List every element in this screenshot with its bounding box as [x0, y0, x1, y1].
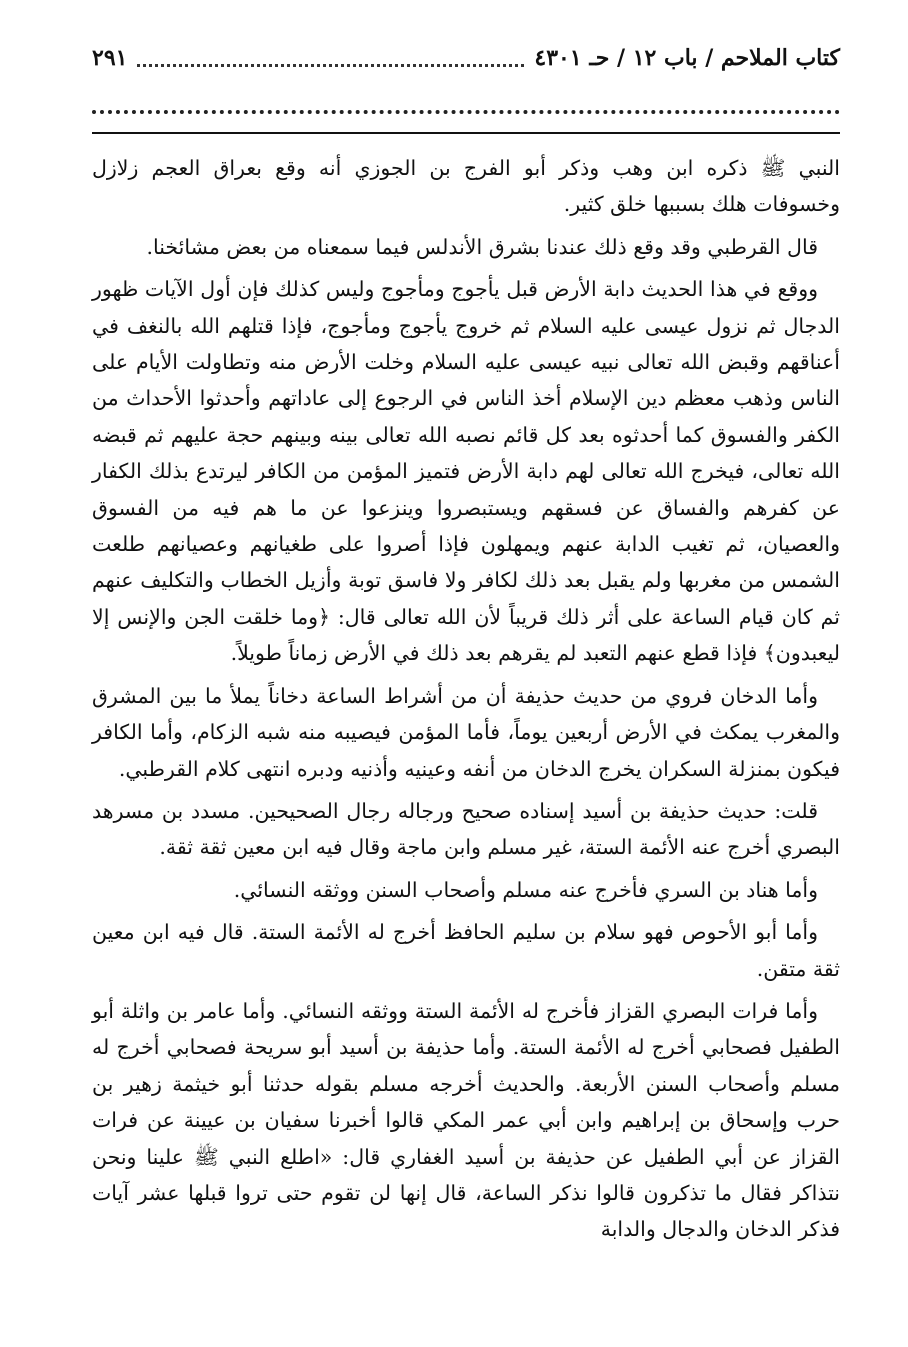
- paragraph: وأما أبو الأحوص فهو سلام بن سليم الحافظ أخرج له الأئمة الستة. قال فيه ابن معين ثقة متقن.: [92, 920, 840, 981]
- dotted-divider: [92, 110, 840, 114]
- running-title: كتاب الملاحم / باب ١٢ / حـ ٤٣٠١: [534, 45, 840, 71]
- paragraph: قال القرطبي وقد وقع ذلك عندنا بشرق الأندلس فيما سمعناه من بعض مشائخنا.: [146, 234, 818, 259]
- solid-divider: [92, 132, 840, 134]
- paragraph: النبي ﷺ ذكره ابن وهب وذكر أبو الفرج بن الجوزي أنه وقع بعراق العجم زلازل وخسوفات هلك بسببها خلق كثير.: [92, 156, 840, 217]
- paragraph: ووقع في هذا الحديث دابة الأرض قبل يأجوج ومأجوج وليس كذلك فإن أول الآيات ظهور الدجال ثم نزول عيسى عليه السلام ثم خروج يأجوج ومأجوج، فإذا قتلهم الله بالنغف في أعناقهم وقبض الله تعالى نبيه عيسى عليه السلام وخلت الأرض منه وتطاولت الأيام على الناس وذهب معظم دين الإسلام أخذ الناس في الرجوع إلى عاداتهم وأحدثوا الأحداث من الكفر والفسوق كما أحدثوه بعد كل قائم نصبه الله تعالى بينه وبينهم حجة عليهم ثم قبضه الله تعالى، فيخرج الله تعالى لهم دابة الأرض فتميز المؤمن من الكافر ليرتدع بذلك الكفار عن كفرهم والفساق عن فسقهم ويستبصروا وينزعوا عن ما هم فيه من الفسوق والعصيان، ثم تغيب الدابة عنهم ويمهلون فإذا أصروا على طغيانهم وعصيانهم طلعت الشمس من مغربها ولم يقبل بعد ذلك لكافر ولا فاسق توبة وأزيل الخطاب والتكليف عنهم ثم كان قيام الساعة على أثر ذلك قريباً لأن الله تعالى قال: ﴿وما خلقت الجن والإنس إلا ليعبدون﴾ فإذا قطع عنهم التعبد لم يقرهم بعد ذلك في الأرض زماناً طويلاً.: [92, 277, 840, 666]
- paragraph: وأما هناد بن السري فأخرج عنه مسلم وأصحاب السنن ووثقه النسائي.: [233, 877, 818, 902]
- page-number: ٢٩١: [92, 45, 128, 71]
- paragraph: وأما فرات البصري القزاز فأخرج له الأئمة الستة ووثقه النسائي. وأما عامر بن واثلة أبو الطفيل فصحابي أخرج له الأئمة الستة. وأما حذيفة بن أسيد أبو سريحة فصحابي أخرج له مسلم وأصحاب السنن الأربعة. والحديث أخرجه مسلم بقوله حدثنا أبو خيثمة زهير بن حرب وإسحاق بن إبراهيم وابن أبي عمر المكي قالوا أخبرنا سفيان بن عيينة عن فرات القزاز عن أبي الطفيل عن حذيفة بن أسيد الغفاري قال: «اطلع النبي ﷺ علينا ونحن نتذاكر فقال ما تذكرون قالوا نذكر الساعة، قال إنها لن تقوم حتى تروا قبلها عشر آيات فذكر الدخان والدجال والدابة: [92, 998, 840, 1242]
- header-leader-dots: [137, 50, 524, 67]
- paragraph: قلت: حديث حذيفة بن أسيد إسناده صحيح ورجاله رجال الصحيحين. مسدد بن مسرهد البصري أخرج عنه الأئمة الستة، غير مسلم وابن ماجة وقال فيه ابن معين ثقة ثقة.: [92, 798, 840, 860]
- body-text: [92, 150, 840, 1254]
- paragraph: وأما الدخان فروي من حديث حذيفة أن من أشراط الساعة دخاناً يملأ ما بين المشرق والمغرب يمكث في الأرض أربعين يوماً، فأما المؤمن فيصيبه منه شبه الزكام، وأما الكافر فيكون بمنزلة السكران يخرج الدخان من أنفه وعينيه وأذنيه ودبره انتهى كلام القرطبي.: [92, 683, 840, 781]
- page-header: [92, 38, 840, 78]
